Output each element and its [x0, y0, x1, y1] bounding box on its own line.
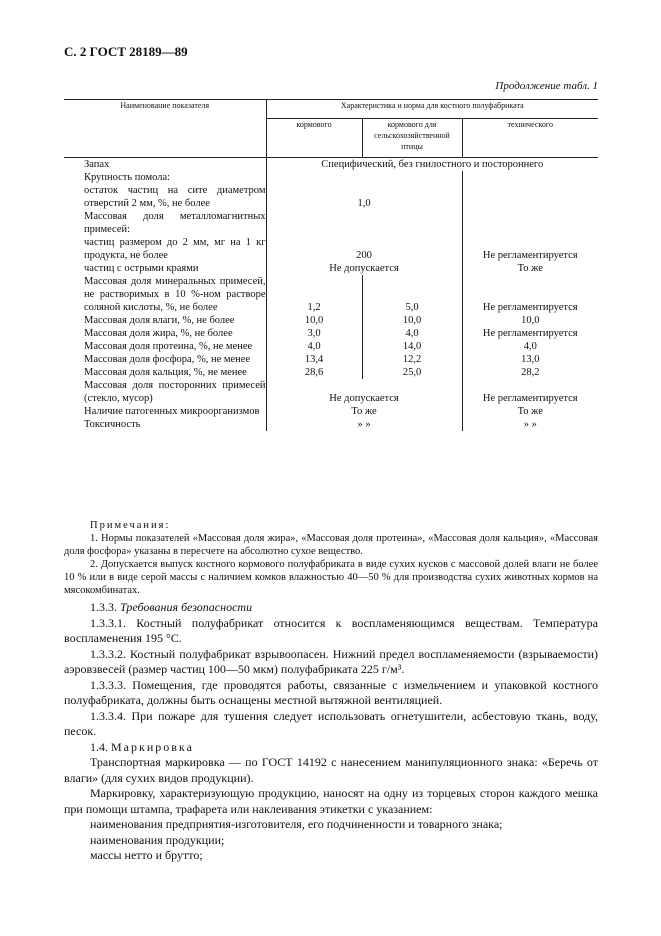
- table-row: [64, 314, 598, 327]
- notes-title: Примечания:: [90, 520, 171, 531]
- row-value: Не допускается: [266, 262, 462, 275]
- row-name: Запах: [84, 159, 110, 170]
- row-value: 10,0: [362, 314, 462, 327]
- row-name: Массовая доля кальция, %, не менее: [84, 367, 247, 378]
- paragraph: 1.3.3.1. Костный полуфабрикат относится к воспламеняющимся веществам. Температура воспламенения 195 °С.: [64, 615, 598, 645]
- row-value: 4,0: [266, 340, 362, 353]
- list-line: наименования продукции;: [90, 832, 225, 847]
- note-item: 2. Допускается выпуск костного кормового полуфабриката в виде сухих кусков с массовой долей влаги не более 10 % или в виде серой массы с наличием комков влажностью 40—50 % для производства сухих животных кормов на мясокомбинатах.: [64, 559, 598, 596]
- row-value: Специфический, без гнилостного и постороннего: [266, 158, 598, 172]
- row-value: То же: [266, 405, 462, 418]
- paragraph: 1.3.3.4. При пожаре для тушения следует использовать огнетушители, асбестовую ткань, воду, песок.: [64, 708, 598, 738]
- row-value: Не регламентируется: [462, 379, 598, 405]
- section-title: Требования безопасности: [120, 600, 253, 614]
- row-value: 13,4: [266, 353, 362, 366]
- row-value: 13,0: [462, 353, 598, 366]
- table-continuation-label: Продолжение табл. 1: [495, 80, 598, 92]
- row-value: 5,0: [362, 275, 462, 314]
- table-notes: [64, 519, 598, 597]
- table-row: [64, 405, 598, 418]
- row-value: Не допускается: [266, 379, 462, 405]
- row-name: Массовая доля металломагнитных примесей: частиц размером до 2 мм, мг на 1 кг продукта, не более: [84, 211, 266, 261]
- section-number: 1.3.3.: [90, 600, 117, 614]
- row-name: Массовая доля минеральных примесей, не растворимых в 10 %-ном растворе соляной кислоты, %, не более: [84, 276, 266, 313]
- section-heading-safety: [64, 600, 598, 616]
- document-body: [64, 600, 598, 864]
- row-value: 3,0: [266, 327, 362, 340]
- row-value: 25,0: [362, 366, 462, 379]
- row-name: Массовая доля жира, %, не более: [84, 328, 233, 339]
- table-row: [64, 158, 598, 172]
- paragraph: Транспортная маркировка — по ГОСТ 14192 с нанесением манипуляционного знака: «Беречь от влаги» (для сухих видов продукции).: [64, 755, 598, 785]
- row-value: » »: [462, 418, 598, 431]
- section-heading-marking: [64, 740, 598, 756]
- row-value: » »: [266, 418, 462, 431]
- table-row: [64, 262, 598, 275]
- table-row: [64, 366, 598, 379]
- row-name: Массовая доля протеина, %, не менее: [84, 341, 253, 352]
- row-value: 1,0: [266, 171, 462, 210]
- column-header-feed: кормового: [266, 119, 362, 158]
- row-name: Массовая доля влаги, %, не более: [84, 315, 235, 326]
- page-header: С. 2 ГОСТ 28189—89: [64, 44, 188, 59]
- table-row: [64, 275, 598, 314]
- paragraph: 1.3.3.3. Помещения, где проводятся работы, связанные с измельчением и упаковкой костного полуфабриката, должны быть оснащены местной вытяжной вентиляцией.: [64, 677, 598, 707]
- row-value: 10,0: [462, 314, 598, 327]
- column-header-technical: технического: [462, 119, 598, 158]
- row-value: Не регламентируется: [462, 210, 598, 262]
- paragraph: 1.3.3.2. Костный полуфабрикат взрывоопасен. Нижний предел воспламеняемости (взрываемости) аэровзвесей (размер частиц 100—50 мкм) полуфабриката 225 г/м³.: [64, 646, 598, 676]
- table-row: [64, 418, 598, 431]
- row-value: 28,6: [266, 366, 362, 379]
- row-value: Не регламентируется: [462, 275, 598, 314]
- row-name: Токсичность: [84, 419, 141, 430]
- row-value: 1,2: [266, 275, 362, 314]
- table-row: [64, 379, 598, 405]
- note-item: 1. Нормы показателей «Массовая доля жира», «Массовая доля протеина», «Массовая доля кальция», «Массовая доля фосфора» указаны в пересчете на абсолютно сухое вещество.: [64, 533, 598, 557]
- column-header-poultry: кормового для сельскохозяйственной птицы: [362, 119, 462, 158]
- row-name: Наличие патогенных микроорганизмов: [84, 406, 260, 417]
- requirements-table: [64, 99, 598, 431]
- row-value: 10,0: [266, 314, 362, 327]
- column-header-group: Характеристика и норма для костного полуфабриката: [266, 100, 598, 119]
- table-row: [64, 210, 598, 262]
- row-value: То же: [462, 405, 598, 418]
- section-title: Маркировка: [111, 739, 194, 754]
- row-value: 28,2: [462, 366, 598, 379]
- column-header-indicator: Наименование показателя: [64, 100, 266, 158]
- row-name: Массовая доля фосфора, %, не менее: [84, 354, 251, 365]
- row-value: 200: [266, 210, 462, 262]
- table-row: [64, 171, 598, 210]
- row-name: частиц с острыми краями: [84, 263, 199, 274]
- row-name: Массовая доля посторонних примесей (стекло, мусор): [84, 380, 266, 404]
- row-value: Не регламентируется: [462, 327, 598, 340]
- list-line: массы нетто и брутто;: [90, 848, 203, 862]
- row-value: 4,0: [462, 340, 598, 353]
- row-name: Крупность помола: остаток частиц на сите диаметром отверстий 2 мм, %, не более: [84, 172, 266, 209]
- row-value: 14,0: [362, 340, 462, 353]
- table-row: [64, 340, 598, 353]
- row-value: 12,2: [362, 353, 462, 366]
- paragraph: Маркировку, характеризующую продукцию, наносят на одну из торцевых сторон каждого мешка при помощи штампа, трафарета или наклеивания этикетки с указанием:: [64, 786, 598, 816]
- row-value: То же: [462, 262, 598, 275]
- section-number: 1.4.: [90, 739, 108, 754]
- row-value: 4,0: [362, 327, 462, 340]
- table-row: [64, 353, 598, 366]
- table-row: [64, 327, 598, 340]
- list-line: наименования предприятия-изготовителя, его подчиненности и товарного знака;: [90, 817, 503, 831]
- row-value: [462, 171, 598, 210]
